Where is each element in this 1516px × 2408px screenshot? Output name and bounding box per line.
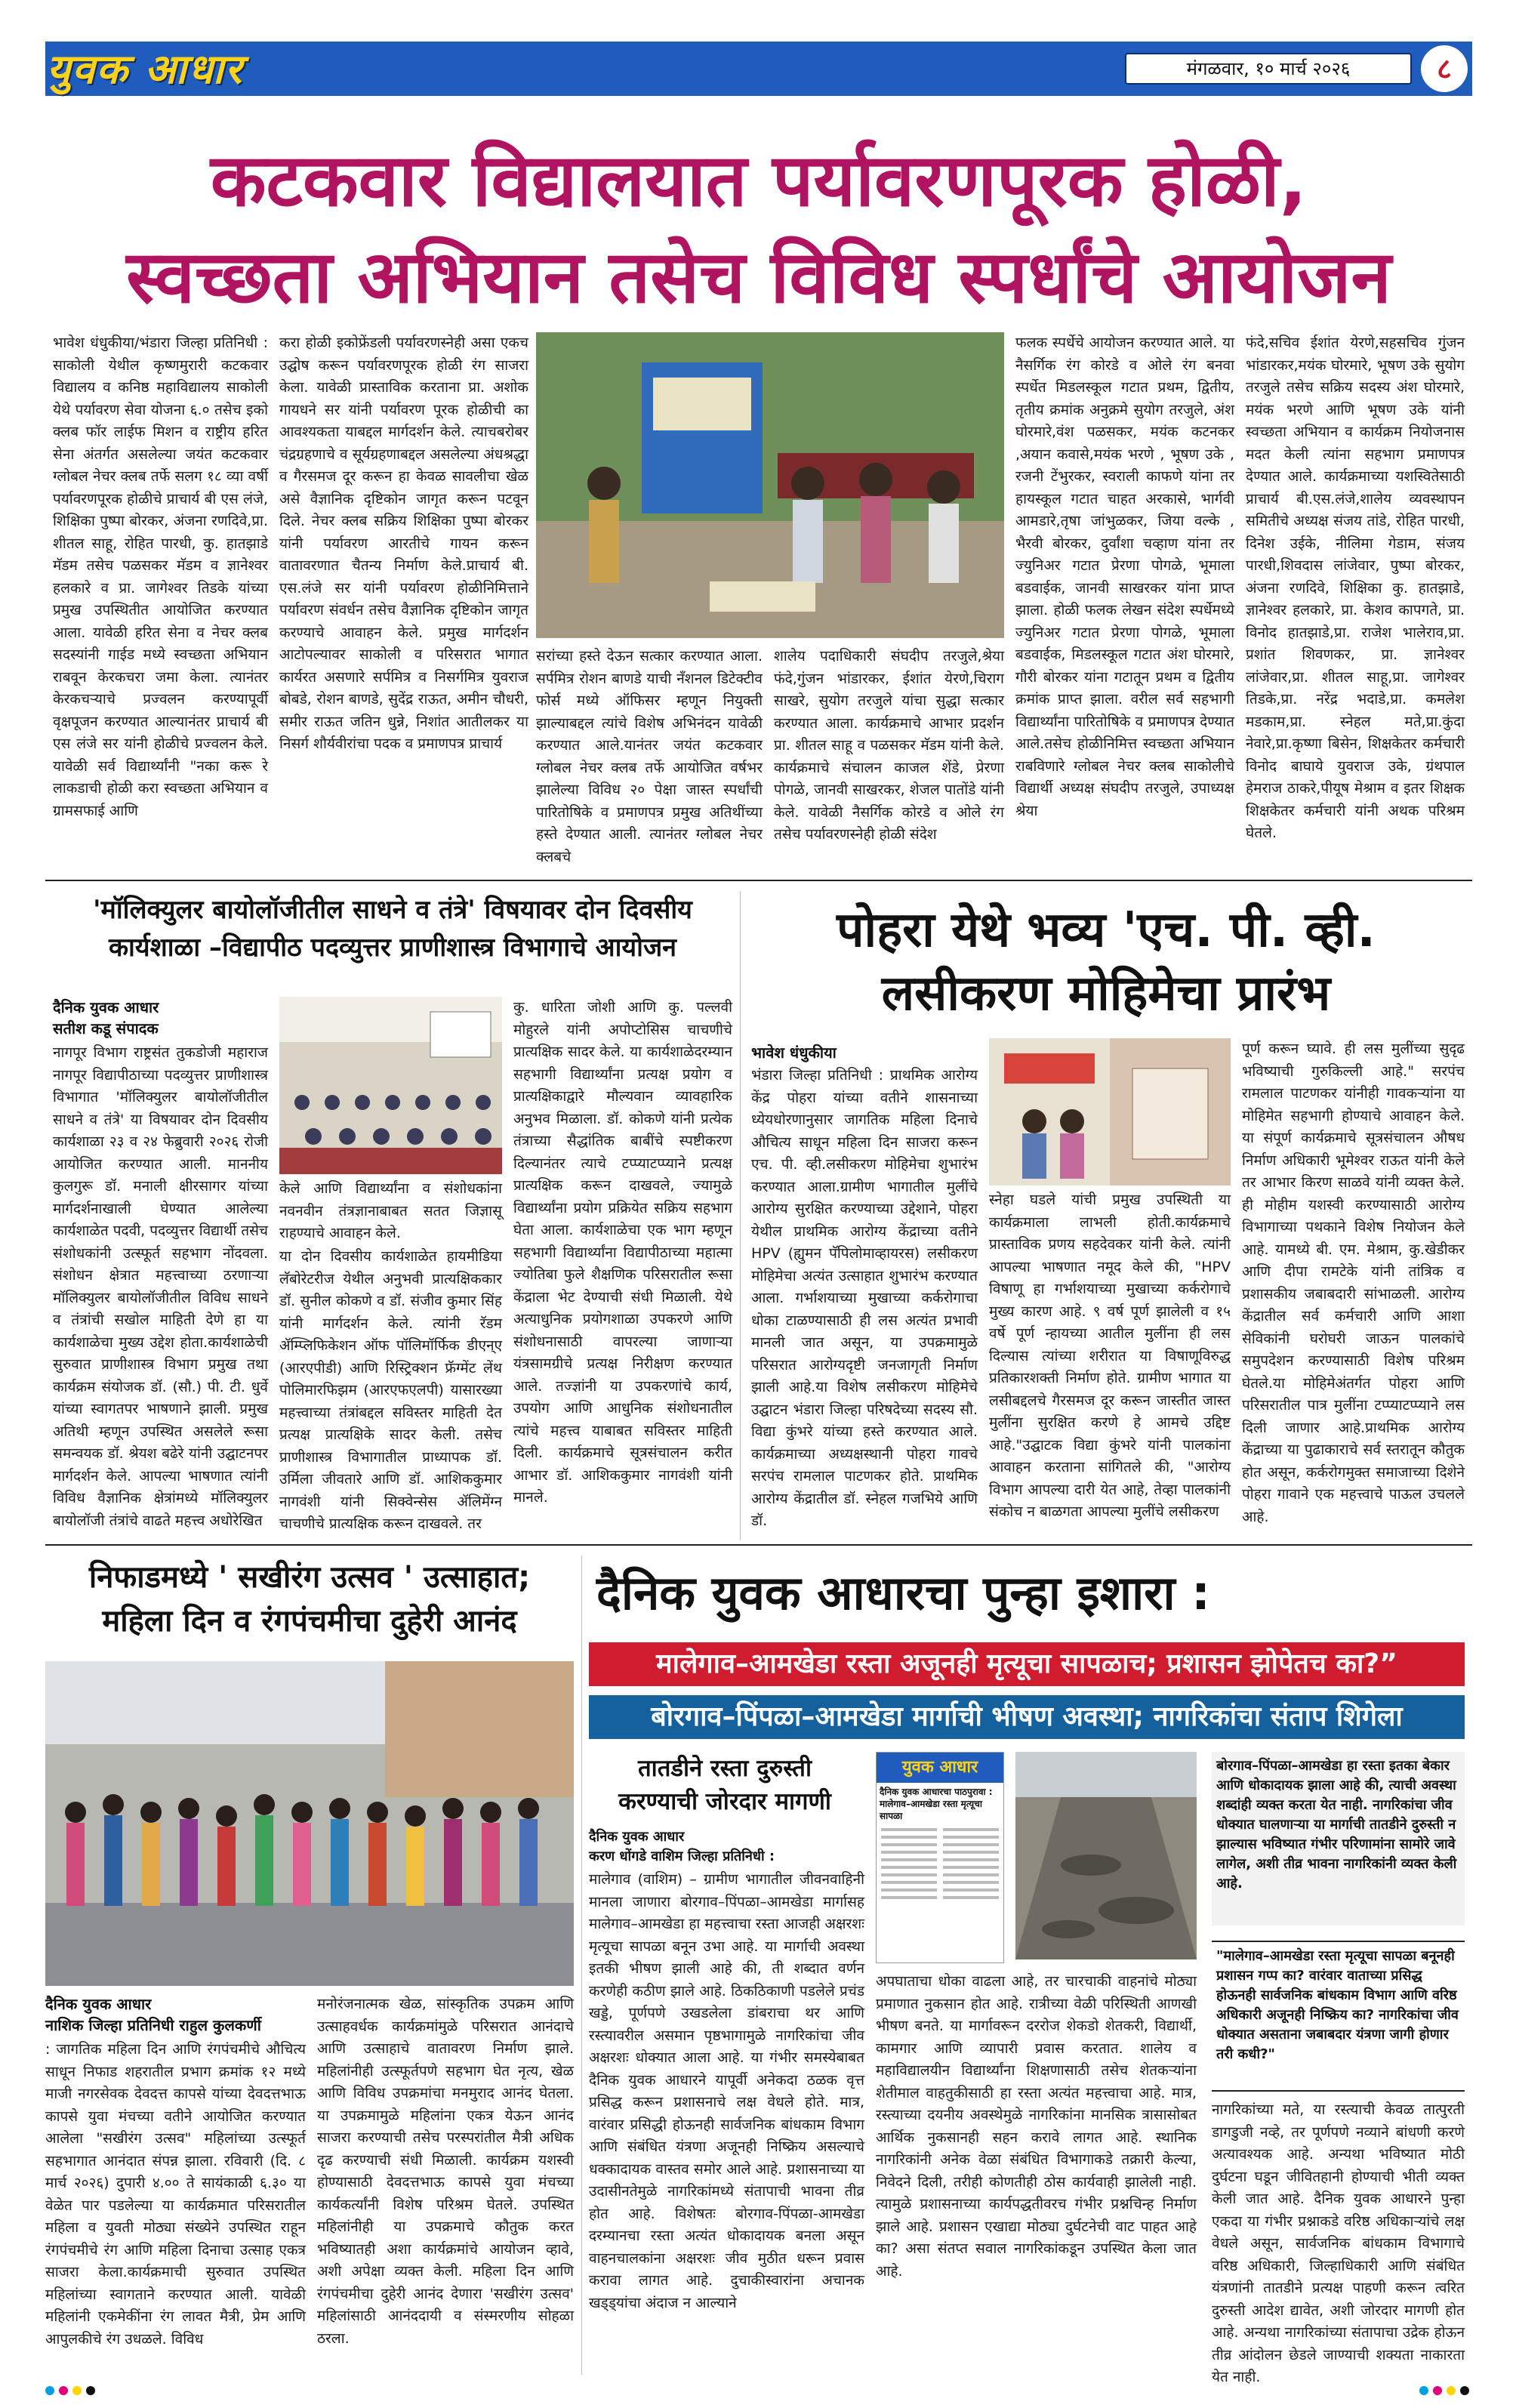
hpv-column-3: पूर्ण करून घ्यावे. ही लस मुलींच्या सुदृढ भविष्याची गुरुकिल्ली आहे." सरपंच रामलाल पाटणकर यांनीही गावकऱ्यांना या मोहिमेत सहभागी होण्याचे आवाहन केले. या संपूर्ण कार्यक्रमाचे सूत्रसंचालन औषध निर्माण अधिकारी भूमेश्वर राऊत यांनी केले तर आभार किरण साळवे यांनी व्यक्त केले. ही मोहीम यशस्वी करण्यासाठी आरोग्य विभागाच्या पथकाने विशेष नियोजन केले आहे. यामध्ये बी. एम. मेश्राम, कु.खेडीकर आणि दीपा रामटेके यांनी तांत्रिक व प्रशासकीय जबाबदारी सांभाळली. आरोग्य केंद्रातील सर्व कर्मचारी आणि आशा सेविकांनी घरोघरी जाऊन पालकांचे समुपदेशन करण्यासाठी विशेष परिश्रम घेतले.या मोहिमेअंतर्गत पोहरा आणि परिसरातील पात्र मुलींना टप्प्याटप्प्याने लस दिली जाणार आहे.प्राथमिक आरोग्य केंद्राच्या या पुढाकाराचे सर्व स्तरातून कौतुक होत असून, कर्करोगमुक्त समाजाच्या दिशेने पोहरा गावाने एक महत्त्वाचे पाऊल उचलले आहे. — [1242, 1041, 1465, 1525]
workshop-column-2b: या दोन दिवसीय कार्यशाळेत हायमीडिया लॅबोरेटरीज येथील अनुभवी प्रात्यक्षिककार डॉ. सुनील कोकणे व डॉ. संजीव कुमार सिंह यांनी मार्गदर्शन केले. त्यांनी रॅडम ॲम्प्लिफिकेशन ऑफ पॉलिमॉर्फिक डीएन्ए (आरएपीडी) आणि रिस्ट्रिक्शन फ्रॅग्मेंट लेंथ पोलिमारफिझम (आरएफएलपी) यासारख्या महत्त्वाच्या तंत्रांबद्दल सविस्तर माहिती देत प्रत्यक्ष प्रात्यक्षिके सादर केली. तसेच प्राणीशास्त्र विभागातील प्राध्यापक डॉ. उर्मिला जीवतारे आणि डॉ. आशिककुमार नागवंशी यांनी सिक्वेन्सेस ॲलिमेंग्न चाचणीचे प्रात्यक्षिक करून दाखवले. तर — [279, 1248, 502, 1532]
lead-column-4: शालेय पदाधिकारी संघदीप तरजुले,श्रेया फंदे,गुंजन भांडारकर, ईशांत येरणे,चिराग साखरे, सुयोग तरजुले यांचा सुद्धा सत्कार करण्यात आला. कार्यक्रमाचे आभार प्रदर्शन प्रा. शीतल साहू व पळसकर मॅडम यांनी केले. कार्यक्रमाचे संचालन काजल शेंडे, प्रेरणा पोगळे, जानवी साखरकर, शेजल पातोंडे यांनी केले. यावेळी नैसर्गिक कोरडे व ओले रंग तसेच पर्यावरणस्नेही होळी संदेश — [774, 648, 1004, 843]
lead-column-1: भावेश धंधुकीया/भंडारा जिल्हा प्रतिनिधी : साकोली येथील कृष्णमुरारी कटकवार विद्यालय व कनिष्ठ महाविद्यालय साकोली येथे पर्यावरण सेवा योजना ६.० तसेच इको क्लब फॉर लाईफ मिशन व राष्ट्रीय हरित सेना अंतर्गत असलेल्या जयंत कटकवार ग्लोबल नेचर क्लब तर्फे सलग १८ व्या वर्षी पर्यावरणपूरक होळीचे प्राचार्य बी एस लंजे, शिक्षिका पुष्पा बोरकर, अंजना रणदिवे,प्रा. शीतल साहू, रोहित पारधी, कु. हातझाडे मॅडम तसेच पळसकर मॅडम व ज्ञानेश्वर हलकारे व प्रा. जागेश्वर तिडके यांच्या प्रमुख उपस्थितीत आयोजित करण्यात आला. यावेळी हरित सेना व नेचर क्लब सदस्यांनी गाईड मध्ये स्वच्छता अभियान राबवून केरकचरा जमा केला. त्यानंतर केरकचऱ्याचे प्रज्वलन करण्यापूर्वी वृक्षपूजन करण्यात आल्यानंतर प्राचार्य बी एस लंजे सर यांनी होळीचे प्रज्वलन केले. यावेळी सर्व विद्यार्थ्यांनी "नका करू रे लाकडाची होळी करा स्वच्छता अभियान व ग्रामसफाई आणि — [53, 335, 268, 819]
lead-column-5: फलक स्पर्धेचे आयोजन करण्यात आले. या नैसर्गिक रंग कोरडे व ओले रंग बनवा स्पर्धेत मिडलस्कूल गटात प्रथम, द्वितीय, तृतीय क्रमांक अनुक्रमे सुयोग तरजुले, अंश घोरमारे,वंश पळसकर, मयंक कटनकर ,अयान कवासे,मयंक भरणे , भूषण उके , रजनी टेंभुरकर, स्वराली काफणे यांना तर हायस्कूल गटात चाहत अरकासे, भार्गवी आमडारे,तृषा जांभुळकर, जिया वल्के , भैरवी बोरकर, दुर्वांशा चव्हाण यांना तर ज्युनिअर गटात प्रेरणा पोगळे, भूमाला बडवाईक, जानवी साखरकर यांना प्राप्त झाला. होळी फलक लेखन संदेश स्पर्धेमध्ये ज्युनिअर गटात प्रेरणा पोगळे, भूमाला बडवाईक, मिडलस्कूल गटात अंश घोरमारे, गौरी बोरकर यांना गटातून प्रथम व द्वितीय क्रमांक प्राप्त झाला. वरील सर्व सहभागी विद्यार्थ्यांना पारितोषिके व प्रमाणपत्र देण्यात आले.तसेच होळीनिमित्त स्वच्छता अभियान राबविणारे ग्लोबल नेचर क्लब साकोलीचे विद्यार्थी अध्यक्ष संघदीप तरजुले, उपाध्यक्ष श्रेया — [1015, 335, 1234, 819]
lead-photo — [536, 332, 1004, 638]
workshop-column-2a: केले आणि विद्यार्थ्यांना व संशोधकांना नवनवीन तंत्रज्ञानाबाबत सतत जिज्ञासू राहण्याचे आवाहन केले. — [279, 1180, 502, 1241]
warning-pullquote-2: "मालेगाव–आमखेडा रस्ता मृत्यूचा सापळा बनूनही प्रशासन गप्प का? वारंवार वाताच्या प्रसिद्ध होऊनही सार्वजनिक बांधकाम विभाग आणि वरिष्ठ अधिकारी अजूनही निष्क्रिय का? नागरिकांचा जीव धोक्यात असताना जबाबदार यंत्रणा जागी होणार तरी कधी?" — [1212, 1941, 1465, 2092]
cyan-dot — [45, 2386, 54, 2395]
newspaper-clipping — [876, 1752, 1004, 1963]
clipping-lines-icon — [877, 1825, 1003, 1946]
black-dot — [86, 2386, 95, 2395]
warning-subheadline-line1: तातडीने रस्ता दुरुस्ती — [638, 1755, 812, 1782]
nifad-photo — [45, 1661, 574, 1986]
warning-subheadline — [589, 1752, 861, 1818]
vaccination-photo-icon — [989, 1038, 1231, 1186]
nifad-headline-line1: निफाडमध्ये ' सखीरंग उत्सव ' उत्साहात; — [88, 1560, 531, 1595]
clipping-headline: दैनिक युवक आधारचा पाठपुरावा : मालेगाव–आमखेडा रस्ता मृत्यूचा सापळा — [880, 1787, 993, 1821]
hpv-byline: भावेश धंधुकीया — [751, 1044, 837, 1062]
yellow-dot — [72, 2386, 82, 2395]
newspaper-logo: युवक आधार — [47, 45, 244, 93]
workshop-headline-line2: कार्यशाळा –विद्यापीठ पदव्युत्तर प्राणीशास्त्र विभागाचे आयोजन — [108, 933, 677, 963]
lead-column-2: करा होळी इकोफ्रेंडली पर्यावरणस्नेही असा एकच उद्घोष करून पर्यावरणपूरक होळी रंग साजरा केला. यावेळी प्रास्ताविक करताना प्रा. अशोक गायधने सर यांनी पर्यावरण पूरक होळीची का आवश्यकता याबद्दल मार्गदर्शन केले. त्याचबरोबर चंद्रग्रहणाचे व सूर्यग्रहणाबद्दल असलेल्या अंधश्रद्धा व गैरसमज दूर करून हा केवळ सावलीचा खेळ असे वैज्ञानिक दृष्टिकोन जागृत करून पटवून दिले. नेचर क्लब सक्रिय शिक्षिका पुष्पा बोरकर यांनी पर्यावरण आरतीचे गायन करून वातावरणात चैतन्य निर्माण केले.प्राचार्य बी. एस.लंजे सर यांनी पर्यावरण होळीनिमित्ताने पर्यावरण संवर्धन तसेच वैज्ञानिक दृष्टिकोन जागृत करण्याचे आवाहन केले. प्रमुख मार्गदर्शन आटोपल्यावर साकोली व परिसरात भागात कार्यरत असणारे सर्पमित्र व निसर्गमित्र युवराज बोबडे, रोशन बाणडे, सुदेंद्र राऊत, अमीन चौधरी, समीर राऊत जतिन धुन्ने, निशांत आतीलकर या निसर्ग शौर्यवीरांचा पदक व प्रमाणपत्र प्राचार्य — [279, 335, 528, 752]
workshop-column-3: कु. धारिता जोशी आणि कु. पल्लवी मोहुरले यांनी अपोप्टोसिस चाचणीचे प्रात्यक्षिक सादर केले. या कार्यशाळेदरम्यान सहभागी विद्यार्थ्यांना प्रत्यक्ष प्रयोग व प्रात्यक्षिकाद्वारे मौल्यवान व्यावहारिक अनुभव मिळाला. डॉ. कोकणे यांनी प्रत्येक तंत्राच्या सैद्धांतिक बाबींचे स्पष्टीकरण दिल्यानंतर त्याचे टप्प्याटप्प्याने प्रत्यक्ष प्रात्यक्षिक करून दाखवले, ज्यामुळे विद्यार्थ्यांना प्रयोग प्रक्रियेत सक्रिय सहभाग घेता आला. कार्यशाळेचा एक भाग म्हणून सहभागी विद्यार्थ्यांना विद्यापीठाच्या महात्मा ज्योतिबा फुले शैक्षणिक परिसरातील रूसा केंद्राला भेट देण्याची संधी मिळाली. येथे अत्याधुनिक प्रयोगशाळा उपकरणे आणि संशोधनासाठी वापरल्या जाणाऱ्या यंत्रसामग्रीचे प्रत्यक्ष निरीक्षण करण्यात आले. तज्ज्ञांनी या उपकरणांचे कार्य, उपयोग आणि आधुनिक संशोधनातील त्यांचे महत्त्व याबाबत सविस्तर माहिती दिली. कार्यक्रमाचे सूत्रसंचालन करीत आभार डॉ. आशिककुमार नागवंशी यांनी मानले. — [513, 999, 732, 1506]
women-celebration-photo-icon — [45, 1661, 574, 1986]
road-potholes-photo-icon — [1015, 1752, 1197, 1959]
nifad-column-2: मनोरंजनात्मक खेळ, सांस्कृतिक उपक्रम आणि उत्साहवर्धक कार्यक्रमांमुळे परिसरात आनंदाचे आणि उत्साहाचे वातावरण निर्माण झाले. महिलांनीही उत्स्फूर्तपणे सहभाग घेत नृत्य, खेळ आणि विविध उपक्रमांचा मनमुराद आनंद घेतला. या उपक्रमामुळे महिलांना एकत्र येऊन आनंद साजरा करण्याची तसेच परस्परांतील मैत्री अधिक दृढ करण्याची संधी मिळाली. कार्यक्रम यशस्वी होण्यासाठी देवदत्तभाऊ कापसे युवा मंचच्या कार्यकर्त्यांनी विशेष परिश्रम घेतले. उपस्थित महिलांनीही या उपक्रमाचे कौतुक करत भविष्यातही अशा कार्यक्रमांचे आयोजन व्हावे, अशी अपेक्षा व्यक्त केली. महिला दिन आणि रंगपंचमीचा दुहेरी आनंद देणारा 'सखीरंग उत्सव' महिलांसाठी आनंददायी व संस्मरणीय सोहळा ठरला. — [317, 1996, 574, 2347]
yellow-dot — [1447, 2386, 1456, 2395]
damaged-road-photo — [1015, 1752, 1197, 1959]
workshop-byline-author: सतीश कडू संपादक — [53, 1019, 159, 1038]
warning-subheadline-line2: करण्याची जोरदार मागणी — [618, 1788, 831, 1815]
workshop-headline-line1: 'मॉलिक्युलर बायोलॉजीतील साधने व तंत्रे' विषयावर दोन दिवसीय — [93, 895, 692, 925]
cyan-dot — [1419, 2386, 1428, 2395]
hpv-column-1: भंडारा जिल्हा प्रतिनिधी : प्राथमिक आरोग्य केंद्र पोहरा यांच्या वतीने शासनाच्या ध्येयधोरणानुसार जागतिक महिला दिनाचे औचित्य साधून महिला दिन साजरा करून एच. पी. व्ही.लसीकरण मोहिमेचा शुभारंभ करण्यात आला.ग्रामीण भागातील मुलींचे आरोग्य सुरक्षित करण्याच्या उद्देशाने, पोहरा येथील प्राथमिक आरोग्य केंद्राच्या वतीने HPV (ह्युमन पॅपिलोमाव्हायरस) लसीकरण मोहिमेचा अत्यंत उत्साहात शुभारंभ करण्यात आला. गर्भाशयाच्या मुखाच्या कर्करोगाचा धोका टाळण्यासाठी ही लस अत्यंत प्रभावी मानली जात असून, या उपक्रमामुळे परिसरात आरोग्यदृष्टी जनजागृती निर्माण झाली आहे.या विशेष लसीकरण मोहिमेचे उद्घाटन भंडारा जिल्हा परिषदेच्या सदस्य सौ. विद्या कुंभरे यांच्या हस्ते करण्यात आले. कार्यक्रमाच्या अध्यक्षस्थानी पोहरा गावचे सरपंच रामलाल पाटणकर होते. प्राथमिक आरोग्य केंद्रातील डॉ. स्नेहल गजभिये आणि डॉ. — [751, 1067, 978, 1529]
lead-headline-line2: स्वच्छता अभियान तसेच विविध स्पर्धांचे आयोजन — [126, 235, 1391, 319]
nifad-headline — [45, 1555, 574, 1643]
warning-headline: दैनिक युवक आधारचा पुन्हा इशारा : — [596, 1565, 1210, 1620]
nifad-byline-paper: दैनिक युवक आधार — [45, 1995, 152, 2013]
nifad-column-1: : जागतिक महिला दिन आणि रंगपंचमीचे औचित्य साधून निफाड शहरातील प्रभाग क्रमांक १२ मध्ये माजी नगरसेवक देवदत्त कापसे यांच्या देवदत्तभाऊ कापसे युवा मंचच्या वतीने आयोजित करण्यात आलेला "सखीरंग उत्सव" महिलांच्या उत्स्फूर्त सहभागात आनंदात संपन्न झाला. रविवारी (दि. ८ मार्च २०२६) दुपारी ४.०० ते सायंकाळी ६.३० या वेळेत पार पडलेल्या या कार्यक्रमात परिसरातील महिला व युवती मोठ्या संख्येने उपस्थित राहून रंगपंचमीचे रंग आणि महिला दिनाचा उत्साह एकत्र साजरा केला.कार्यक्रमाची सुरुवात उपस्थित महिलांच्या स्वागताने करण्यात आली. यावेळी महिलांनी एकमेकींना रंग लावत मैत्री, प्रेम आणि आपुलकीचे रंग उधळले. विविध — [45, 2041, 306, 2348]
lead-column-3: सरांच्या हस्ते देऊन सत्कार करण्यात आला. सर्पमित्र रोशन बाणडे याची नँशनल डिटेक्टीव फोर्स मध्ये ऑफिसर म्हणून नियुक्ती झाल्याबद्दल त्यांचे विशेष अभिनंदन यावेळी करण्यात आले.यानंतर जयंत कटकवार ग्लोबल नेचर क्लब तर्फे आयोजित वर्षभर झालेल्या विविध २० पेक्षा जास्त स्पर्धांची पारितोषिके व प्रमाणपत्र प्रमुख अतिथींच्या हस्ते देण्यात आली. त्यानंतर ग्लोबल नेचर क्लबचे — [536, 648, 763, 865]
warning-banner-blue: बोरगाव–पिंपळा–आमखेडा मार्गाची भीषण अवस्था; नागरिकांचा संताप शिगेला — [589, 1695, 1465, 1739]
hpv-headline-line1: पोहरा येथे भव्य 'एच. पी. व्ही. — [837, 902, 1376, 958]
clipping-logo: युवक आधार — [877, 1753, 1003, 1783]
hpv-headline-line2: लसीकरण मोहिमेचा प्रारंभ — [881, 966, 1331, 1022]
warning-column-3: नागरिकांच्या मते, या रस्त्याची केवळ तात्पुरती डागडुजी नव्हे, तर पूर्णपणे नव्याने बांधणी करणे अत्यावश्यक आहे. अन्यथा भविष्यात मोठी दुर्घटना घडून जीवितहानी होण्याची भीती व्यक्त केली जात आहे. दैनिक युवक आधारने पुन्हा एकदा या गंभीर प्रश्नाकडे वरिष्ठ अधिकाऱ्यांचे लक्ष वेधले असून, सार्वजनिक बांधकाम विभागाचे वरिष्ठ अधिकारी, जिल्हाधिकारी आणि संबंधित यंत्रणांनी तातडीने प्रत्यक्ष पाहणी करून त्वरित दुरुस्ती आदेश द्यावेत, अशी जोरदार मागणी होत आहे. अन्यथा नागरिकांच्या संतापाचा उद्रेक होऊन तीव्र आंदोलन छेडले जाण्याची शक्यता नाकारता येत नाही. — [1212, 2101, 1465, 2385]
workshop-photo — [279, 997, 502, 1174]
column-divider-2 — [581, 1555, 582, 2375]
warning-column-2: अपघाताचा धोका वाढला आहे, तर चारचाकी वाहनांचे मोठ्या प्रमाणात नुकसान होत आहे. रात्रीच्या वेळी परिस्थिती आणखी भीषण बनते. या मार्गावरून दररोज शेकडो शेतकरी, विद्यार्थी, कामगार आणि व्यापारी प्रवास करतात. शालेय व महाविद्यालयीन विद्यार्थ्यांना शिक्षणासाठी तसेच शेतकऱ्यांना शेतीमाल वाहतुकीसाठी हा रस्ता अत्यंत महत्त्वाचा आहे. मात्र, रस्त्याच्या दयनीय अवस्थेमुळे नागरिकांना मानसिक त्रासासोबत आर्थिक नुकसानही सहन करावे लागत आहे. स्थानिक नागरिकांनी अनेक वेळा संबंधित विभागाकडे तक्रारी केल्या, निवेदने दिली, तरीही कोणतीही ठोस कार्यवाही झालेली नाही. त्यामुळे प्रशासनाच्या कार्यपद्धतीवरच गंभीर प्रश्नचिन्ह निर्माण झाले आहे. प्रशासन एखाद्या मोठ्या दुर्घटनेची वाट पाहत आहे का? असा संतप्त सवाल नागरिकांकडून उपस्थित केला जात आहे. — [876, 1973, 1197, 2280]
hpv-headline — [747, 899, 1465, 1025]
workshop-column-1: नागपूर विभाग राष्ट्रसंत तुकडोजी महाराज नागपूर विद्यापीठाच्या पदव्युत्तर प्राणीशास्त्र विभागात 'मॉलिक्युलर बायोलॉजीतील साधने व तंत्रे' या विषयावर दोन दिवसीय कार्यशाळा २३ व २४ फेब्रुवारी २०२६ रोजी आयोजित करण्यात आली. माननीय कुलगुरू डॉ. मनाली क्षीरसागर यांच्या मार्गदर्शनाखाली घेण्यात आलेल्या कार्यशाळेत पदवी, पदव्युत्तर विद्यार्थी तसेच संशोधकांनी उत्स्फूर्त सहभाग नोंदवला. संशोधन क्षेत्रात महत्त्वाच्या ठरणाऱ्या मॉलिक्युलर बायोलॉजीतील विविध साधने व तंत्रांची सखोल माहिती देणे हा या कार्यशाळेचा मुख्य उद्देश होता.कार्यशाळेची सुरुवात प्राणीशास्त्र विभाग प्रमुख तथा कार्यक्रम संयोजक डॉ. (सौ.) पी. टी. धुर्वे यांच्या स्वागतपर भाषणाने झाली. प्रमुख अतिथी म्हणून उपस्थित असलेले रूसा समन्वयक डॉ. श्रेयश बढेरे यांनी उद्घाटनपर मार्गदर्शन केले. आपल्या भाषणात त्यांनी विविध वैज्ञानिक क्षेत्रांमध्ये मॉलिक्युलर बायोलॉजी तंत्रांचे वाढते महत्त्व अधोरेखित — [53, 1044, 268, 1529]
warning-banner-red: मालेगाव–आमखेडा रस्ता अजूनही मृत्यूचा सापळाच; प्रशासन झोपेतच का?” — [589, 1642, 1465, 1686]
print-color-marks-right — [1419, 2386, 1469, 2395]
nifad-byline — [45, 1993, 347, 2036]
workshop-byline — [53, 997, 268, 1039]
workshop-headline — [53, 891, 732, 967]
page-number: ८ — [1421, 45, 1468, 92]
nifad-headline-line2: महिला दिन व रंगपंचमीचा दुहेरी आनंद — [102, 1604, 517, 1639]
school-event-photo-icon — [536, 332, 1004, 638]
warning-pullquote-1: बोरगाव–पिंपळा–आमखेडा हा रस्ता इतका बेकार आणि धोकादायक झाला आहे की, त्याची अवस्था शब्दांही व्यक्त करता येत नाही. नागरिकांचा जीव धोक्यात घालणाऱ्या या मार्गाची तातडीने दुरुस्ती न झाल्यास भविष्यात गंभीर परिणामांना सामोरे जावे लागेल, अशी तीव्र भावना नागरिकांनी व्यक्त केली आहे. — [1212, 1752, 1465, 1925]
warning-column-1: मालेगाव (वाशिम) – ग्रामीण भागातील जीवनवाहिनी मानला जाणारा बोरगाव–पिंपळा–आमखेडा मार्गासह मालेगाव–आमखेडा हा महत्त्वाचा रस्ता आजही अक्षरशः मृत्यूचा सापळा बनून उभा आहे. या मार्गाची अवस्था इतकी भीषण झाली आहे की, ती शब्दात वर्णन करणेही कठीण झाले आहे. ठिकठिकाणी पडलेले प्रचंड खड्डे, पूर्णपणे उखडलेला डांबराचा थर आणि रस्त्यावरील असमान पृष्ठभागामुळे नागरिकांचा जीव अक्षरशः धोक्यात आला आहे. या गंभीर समस्येबाबत दैनिक युवक आधारने यापूर्वी अनेकदा ठळक वृत्त प्रसिद्ध करून प्रशासनाचे लक्ष वेधले होते. मात्र, वारंवार प्रसिद्धी होऊनही सार्वजनिक बांधकाम विभाग आणि संबंधित यंत्रणा अजूनही निष्क्रिय असल्याचे धक्कादायक वास्तव समोर आले आहे. प्रशासनाच्या या उदासीनतेमुळे नागरिकांमध्ये संतापाची भावना तीव्र होत आहे. विशेषतः बोरगाव-पिंपळा-आमखेडा दरम्यानचा रस्ता अत्यंत धोकादायक बनला असून वाहनचालकांना अक्षरशः जीव मुठीत धरून प्रवास करावा लागत आहे. दुचाकीस्वारांना अचानक खड्ड्यांचा अंदाज न आल्याने — [589, 1871, 864, 2311]
seminar-hall-photo-icon — [279, 997, 502, 1174]
hpv-photo — [989, 1038, 1231, 1186]
workshop-byline-paper: दैनिक युवक आधार — [53, 998, 159, 1016]
lead-headline — [53, 132, 1465, 325]
print-color-marks — [45, 2386, 95, 2395]
lead-headline-line1: कटकवार विद्यालयात पर्यावरणपूरक होळी, — [210, 138, 1308, 223]
warning-byline — [589, 1827, 861, 1867]
magenta-dot — [1433, 2386, 1442, 2395]
warning-byline-paper: दैनिक युवक आधार — [589, 1829, 685, 1845]
issue-date: मंगळवार, १० मार्च २०२६ — [1125, 53, 1412, 85]
warning-byline-author: करण धोंगडे वाशिम जिल्हा प्रतिनिधी : — [589, 1848, 775, 1864]
column-divider — [740, 891, 741, 1540]
hpv-column-2: स्नेहा घडले यांची प्रमुख उपस्थिती या कार्यक्रमाला लाभली होती.कार्यक्रमाचे प्रास्ताविक प्रणय सहदेवकर यांनी केले. त्यांनी आपल्या भाषणात नमूद केले की, "HPV विषाणू हा गर्भाशयाच्या मुखाच्या कर्करोगाचे मुख्य कारण आहे. ९ वर्ष पूर्ण झालेली व १५ वर्षे पूर्ण न्हायच्या आतील मुलींना ही लस दिल्यास त्यांच्या शरीरात या विषाणूविरुद्ध प्रतिकारशक्ती निर्माण होते. ग्रामीण भागात या लसीबद्दलचे गैरसमज दूर करून जास्तीत जास्त मुलींना सुरक्षित करणे हे आमचे उद्दिष्ट आहे."उद्घाटक विद्या कुंभरे यांनी पालकांना आवाहन करताना सांगितले की, "आरोग्य विभाग आपल्या दारी येत आहे, तेव्हा पालकांनी संकोच न बाळगता आपल्या मुलींचे लसीकरण — [989, 1192, 1231, 1520]
magenta-dot — [59, 2386, 68, 2395]
section-divider — [45, 880, 1472, 881]
section-divider-2 — [45, 1544, 1472, 1546]
nifad-byline-author: नाशिक जिल्हा प्रतिनिधी राहुल कुलकर्णी — [45, 2016, 261, 2034]
black-dot — [1460, 2386, 1469, 2395]
lead-column-6: फंदे,सचिव ईशांत येरणे,सहसचिव गुंजन भांडारकर,मयंक घोरमारे, भूषण उके सुयोग तरजुले तसेच सक्रिय सदस्य अंश घोरमारे, मयंक भरणे आणि भूषण उके यांनी स्वच्छता अभियान व कार्यक्रम नियोजनास मदत केली त्यांना सहभाग प्रमाणपत्र देण्यात आले. कार्यक्रमाच्या यशस्वितेसाठी प्राचार्य बी.एस.लंजे,शालेय व्यवस्थापन समितीचे अध्यक्ष संजय तांडे, रोहित पारधी, दिनेश उईके, नीलिमा गेडाम, संजय पारधी,शिवदास लांजेवार, पुष्पा बोरकर, अंजना रणदिवे, शिक्षिका कु. हातझाडे, ज्ञानेश्वर हलकारे, प्रा. केशव कापगते, प्रा. विनोद हातझाडे,प्रा. राजेश भालेराव,प्रा. प्रशांत शिवणकर, प्रा. ज्ञानेश्वर लांजेवार,प्रा. शीतल साहू,प्रा. जागेश्वर तिडके,प्रा. नरेंद्र भदाडे,प्रा. कमलेश मडकाम,प्रा. स्नेहल मते,प्रा.कुंदा नेवारे,प्रा.कृष्णा बिसेन, शिक्षकेतर कर्मचारी विनोद बाघाये युवराज उके, ग्रंथपाल हेमराज ठाकरे,पीयूष मेश्राम व इतर शिक्षक शिक्षकेतर कर्मचारी यांनी अथक परिश्रम घेतले. — [1246, 335, 1465, 841]
